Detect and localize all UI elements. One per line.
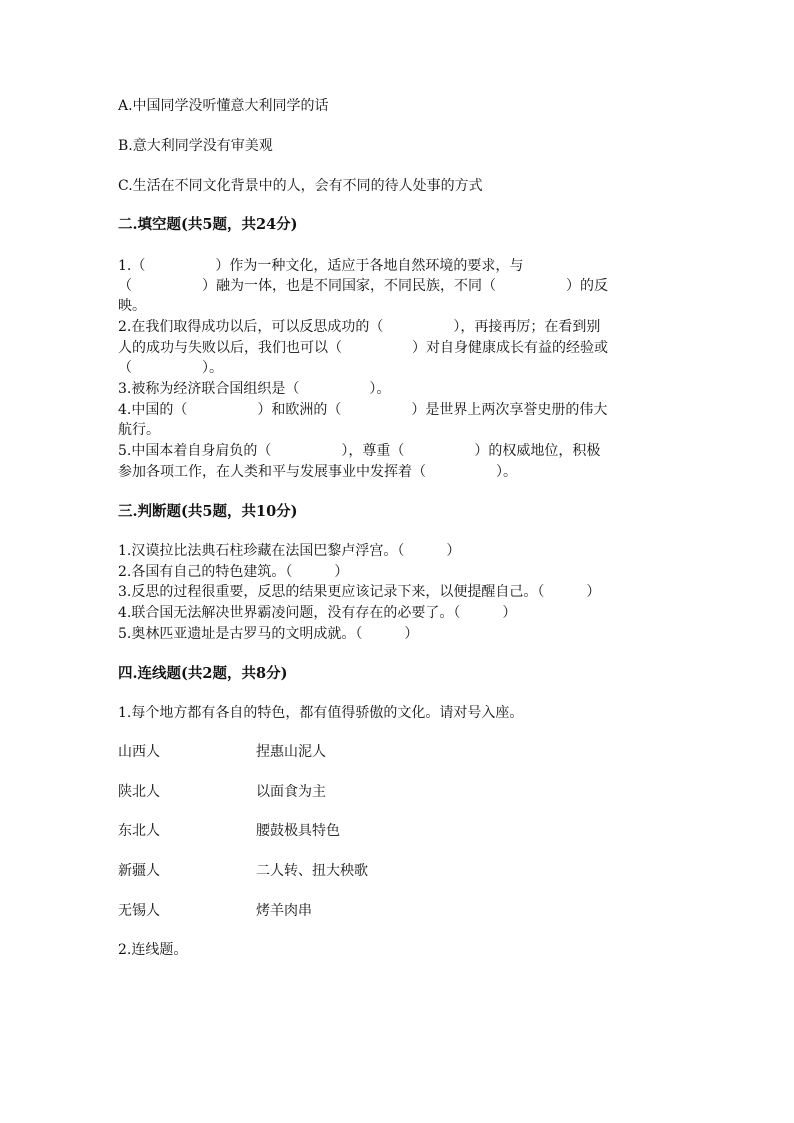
match-right-item: 以面食为主 [256,784,326,800]
judge-line: 1.汉谟拉比法典石柱珍藏在法国巴黎卢浮宫。（ ） [118,543,461,559]
fill-line: 航行。 [118,422,160,438]
match-question-1: 1.每个地方都有各自的特色，都有值得骄傲的文化。请对号入座。 [118,705,524,721]
option-b: B.意大利同学没有审美观 [118,138,273,154]
judge-line: 2.各国有自己的特色建筑。（ ） [118,564,349,580]
judge-line: 4.联合国无法解决世界霸凌问题，没有存在的必要了。（ ） [118,605,517,621]
option-c: C.生活在不同文化背景中的人，会有不同的待人处事的方式 [118,178,483,194]
match-right-item: 捏惠山泥人 [256,744,326,760]
fill-line: 4.中国的（ ）和欧洲的（ ）是世界上两次享誉史册的伟大 [118,402,608,418]
fill-line: 2.在我们取得成功以后，可以反思成功的（ ），再接再厉；在看到别 [118,319,601,335]
match-right-item: 烤羊肉串 [256,903,312,919]
match-left-item: 山西人 [118,744,160,760]
match-left-item: 陕北人 [118,784,160,800]
fill-line: 1.（ ）作为一种文化，适应于各地自然环境的要求，与 [118,258,524,274]
fill-line: 3.被称为经济联合国组织是（ ）。 [118,381,391,397]
fill-line: （ ）。 [118,360,223,376]
judge-line: 3.反思的过程很重要，反思的结果更应该记录下来，以便提醒自己。（ ） [118,584,601,600]
match-left-item: 新疆人 [118,863,160,879]
fill-line: （ ）融为一体，也是不同国家，不同民族，不同（ ）的反 [118,278,608,294]
fill-section-heading: 二.填空题(共5题，共24分) [118,216,298,233]
fill-line: 映。 [118,298,146,314]
fill-line: 参加各项工作，在人类和平与发展事业中发挥着（ ）。 [118,464,517,480]
match-left-item: 东北人 [118,823,160,839]
match-right-item: 腰鼓极具特色 [256,823,340,839]
match-question-2: 2.连线题。 [118,942,188,958]
match-right-item: 二人转、扭大秧歌 [256,863,368,879]
judge-section-heading: 三.判断题(共5题，共10分) [118,503,298,520]
fill-line: 人的成功与失败以后，我们也可以（ ）对自身健康成长有益的经验或 [118,340,608,356]
option-a: A.中国同学没听懂意大利同学的话 [118,98,329,114]
fill-line: 5.中国本着自身肩负的（ ），尊重（ ）的权威地位，积极 [118,443,601,459]
judge-line: 5.奥林匹亚遗址是古罗马的文明成就。（ ） [118,626,419,642]
match-left-item: 无锡人 [118,903,160,919]
match-section-heading: 四.连线题(共2题，共8分) [118,665,288,682]
